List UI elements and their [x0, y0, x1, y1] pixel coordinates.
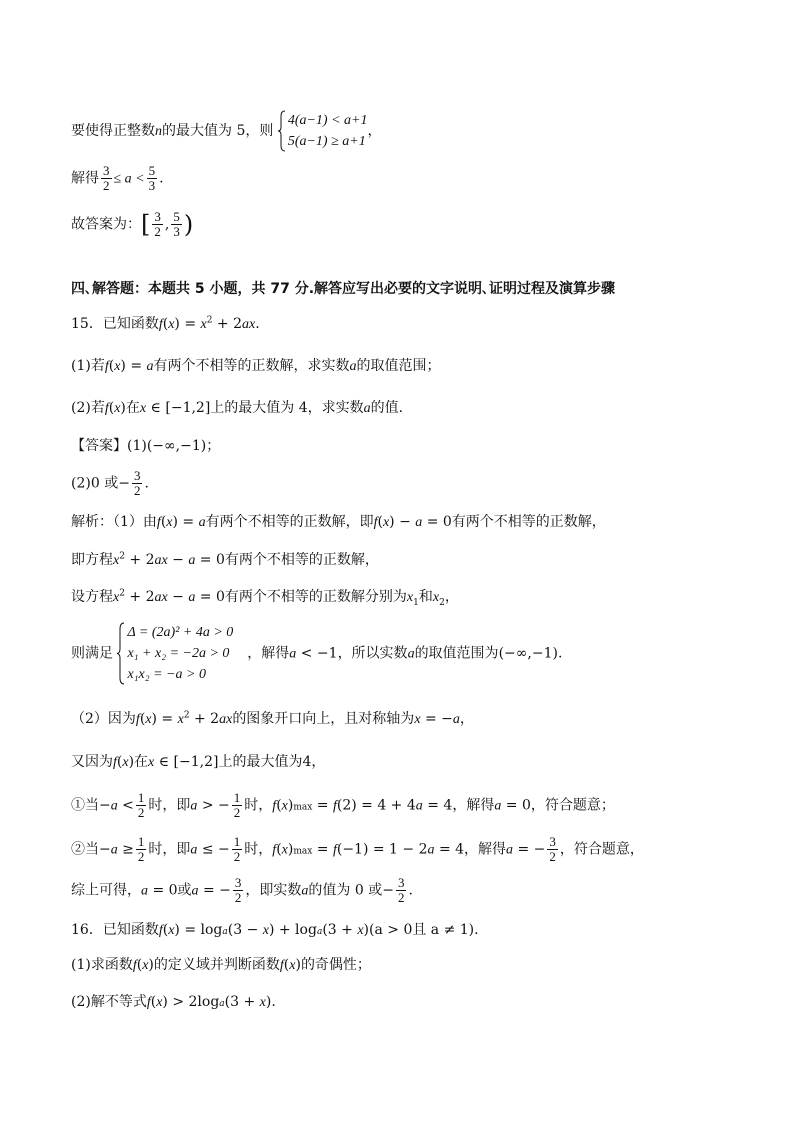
q15-solution-line4: 则满足 Δ = (2a)² + 4a > 0 x₁ + x₂ = −2a > 0 x₁x₂ = −a > 0 ，解得a < −1，所以实数a的取值范围为(−∞,−1). [71, 622, 562, 685]
condition-system: Δ = (2a)² + 4a > 0 x₁ + x₂ = −2a > 0 x₁x₂ = −a > 0 [117, 622, 233, 685]
p14-line1: 要使得正整数n的最大值为 5，则 4(a−1) < a+1 5(a−1) ≥ a+1 ， [71, 110, 381, 152]
q16-part1: (1)求函数f(x)的定义域并判断函数f(x)的奇偶性； [71, 957, 371, 973]
q15-case2: ②当−a ≥ $\frac{1}{2}$ 时，即a ≤ − $\frac{1}{2}$ 时，f(x)max = f(−1) = 1 − 2a = 4，解得a = − $\frac{3}{2}$ ，符合题意， [71, 834, 644, 864]
p14-answer-line: 故答案为：[ $\frac{3}{2}$ , $\frac{5}{3}$ ) [71, 209, 194, 239]
q15-solution-line2: 即方程$x^2 + 2ax - a = 0$有两个不相等的正数解， [71, 551, 379, 568]
q15-solution-line3: 设方程$x^2 + 2ax - a = 0$有两个不相等的正数解分别为$x_1$和$x_2$， [71, 588, 459, 608]
inequality-system: 4(a−1) < a+1 5(a−1) ≥ a+1 [278, 110, 368, 152]
q15-part2-line1: （2）因为$f(x) = x^2 + 2ax$的图象开口向上，且对称轴为x = −a， [71, 710, 474, 727]
q15-summary: 综上可得，a = 0或a = − $\frac{3}{2}$ ，即实数a的值为 0 或− $\frac{3}{2}$ . [71, 875, 413, 905]
q15-stem: 15．已知函数$f(x) = x^2 + 2ax$. [71, 315, 260, 332]
q15-solution-line1: 解析：（1）由f(x) = a有两个不相等的正数解，即f(x) − a = 0有两个不相等的正数解， [71, 514, 606, 530]
q15-answer2-line: (2)0 或− $\frac{3}{2}$ . [71, 468, 149, 498]
left-brace-icon [278, 110, 286, 152]
section-heading: 四､解答题：本题共 5 小题，共 77 分.解答应写出必要的文字说明､证明过程及演算步骤 [71, 281, 616, 297]
q15-part2-line2: 又因为f(x)在x ∈ [−1,2]上的最大值为4， [71, 754, 326, 770]
left-brace-icon [117, 622, 125, 685]
q15-case1: ①当−a < $\frac{1}{2}$ 时，即a > − $\frac{1}{2}$ 时，f(x)max = f(2) = 4 + 4a = 4，解得a = 0，符合题意； [71, 790, 615, 820]
q15-answer-line: 【答案】(1)(−∞,−1)； [71, 438, 221, 454]
q15-part1: (1)若f(x) = a有两个不相等的正数解，求实数a的取值范围； [71, 358, 441, 374]
p14-solve-line: 解得 $\frac{3}{2}$ ≤ a < $\frac{5}{3}$ . [71, 163, 164, 193]
q15-part2: (2)若f(x)在x ∈ [−1,2]上的最大值为 4，求实数a的值. [71, 400, 404, 416]
q16-part2: (2)解不等式f(x) > 2loga(3 + x). [71, 994, 276, 1010]
q16-stem: 16．已知函数f(x) = loga(3 − x) + loga(3 + x)(a > 0且 a ≠ 1). [71, 922, 479, 938]
